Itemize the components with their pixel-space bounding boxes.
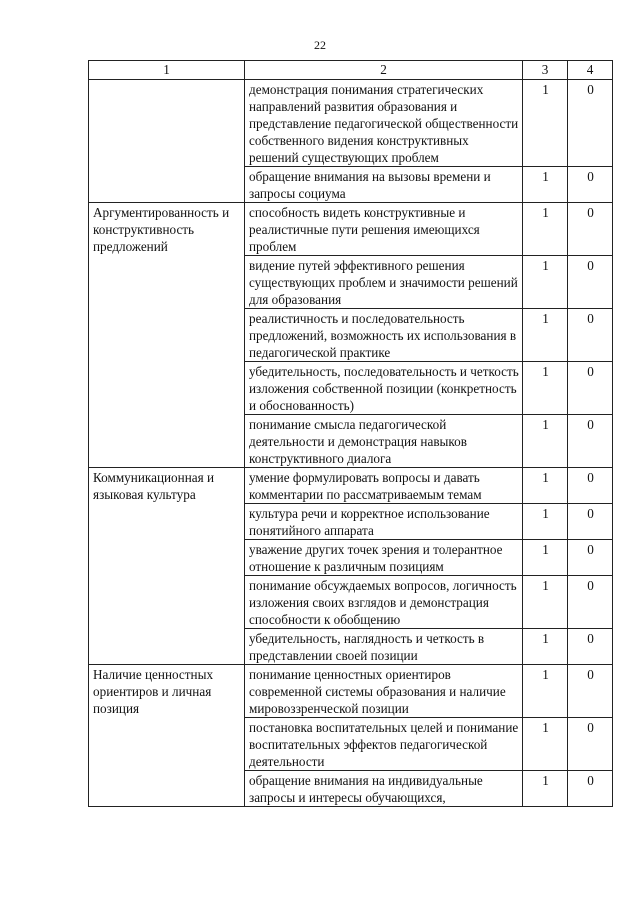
score-cell-min: 0: [568, 468, 613, 504]
score-cell-max: 1: [523, 203, 568, 256]
score-cell-min: 0: [568, 362, 613, 415]
score-cell-max: 1: [523, 415, 568, 468]
table-header-row: [89, 61, 613, 80]
column-header-3: 3: [523, 61, 568, 80]
score-cell-max: 1: [523, 718, 568, 771]
indicator-cell: демонстрация понимания стратегических направлений развития образования и представление педагогической общественности собственного видения конструктивных решений существующих проблем: [245, 80, 523, 167]
indicator-cell: обращение внимания на индивидуальные запросы и интересы обучающихся,: [245, 771, 523, 807]
score-cell-min: 0: [568, 504, 613, 540]
indicator-cell: видение путей эффективного решения существующих проблем и значимости решений для образования: [245, 256, 523, 309]
score-cell-max: 1: [523, 504, 568, 540]
table-body: [89, 80, 613, 807]
criterion-cell: Наличие ценностных ориентиров и личная позиция: [89, 665, 245, 807]
score-cell-min: 0: [568, 540, 613, 576]
column-header-1: 1: [89, 61, 245, 80]
indicator-cell: понимание ценностных ориентиров современной системы образования и наличие мировоззренческой позиции: [245, 665, 523, 718]
table-row: [89, 80, 613, 167]
indicator-cell: уважение других точек зрения и толерантное отношение к различным позициям: [245, 540, 523, 576]
score-cell-min: 0: [568, 718, 613, 771]
indicator-cell: умение формулировать вопросы и давать комментарии по рассматриваемым темам: [245, 468, 523, 504]
score-cell-max: 1: [523, 309, 568, 362]
table-row: [89, 665, 613, 718]
score-cell-max: 1: [523, 629, 568, 665]
indicator-cell: убедительность, последовательность и четкость изложения собственной позиции (конкретность и обоснованность): [245, 362, 523, 415]
score-cell-max: 1: [523, 167, 568, 203]
indicator-cell: реалистичность и последовательность предложений, возможность их использования в педагогической практике: [245, 309, 523, 362]
score-cell-min: 0: [568, 576, 613, 629]
column-header-2: 2: [245, 61, 523, 80]
score-cell-min: 0: [568, 256, 613, 309]
score-cell-min: 0: [568, 80, 613, 167]
indicator-cell: культура речи и корректное использование понятийного аппарата: [245, 504, 523, 540]
score-cell-max: 1: [523, 540, 568, 576]
score-cell-min: 0: [568, 167, 613, 203]
criterion-cell: [89, 80, 245, 203]
score-cell-max: 1: [523, 256, 568, 309]
score-cell-min: 0: [568, 665, 613, 718]
criterion-cell: Аргументированность и конструктивность предложений: [89, 203, 245, 468]
score-cell-min: 0: [568, 415, 613, 468]
indicator-cell: понимание смысла педагогической деятельности и демонстрация навыков конструктивного диалога: [245, 415, 523, 468]
indicator-cell: обращение внимания на вызовы времени и запросы социума: [245, 167, 523, 203]
score-cell-max: 1: [523, 80, 568, 167]
indicator-cell: постановка воспитательных целей и понимание воспитательных эффектов педагогической деятельности: [245, 718, 523, 771]
score-cell-max: 1: [523, 468, 568, 504]
column-header-4: 4: [568, 61, 613, 80]
score-cell-max: 1: [523, 665, 568, 718]
evaluation-criteria-table: [88, 60, 613, 807]
score-cell-max: 1: [523, 576, 568, 629]
page-number: 22: [314, 38, 326, 52]
score-cell-min: 0: [568, 203, 613, 256]
table-row: [89, 203, 613, 256]
score-cell-min: 0: [568, 771, 613, 807]
indicator-cell: способность видеть конструктивные и реалистичные пути решения имеющихся проблем: [245, 203, 523, 256]
table-row: [89, 468, 613, 504]
score-cell-min: 0: [568, 629, 613, 665]
criterion-cell: Коммуникационная и языковая культура: [89, 468, 245, 665]
score-cell-max: 1: [523, 771, 568, 807]
indicator-cell: понимание обсуждаемых вопросов, логичность изложения своих взглядов и демонстрация способности к обобщению: [245, 576, 523, 629]
indicator-cell: убедительность, наглядность и четкость в представлении своей позиции: [245, 629, 523, 665]
score-cell-min: 0: [568, 309, 613, 362]
score-cell-max: 1: [523, 362, 568, 415]
